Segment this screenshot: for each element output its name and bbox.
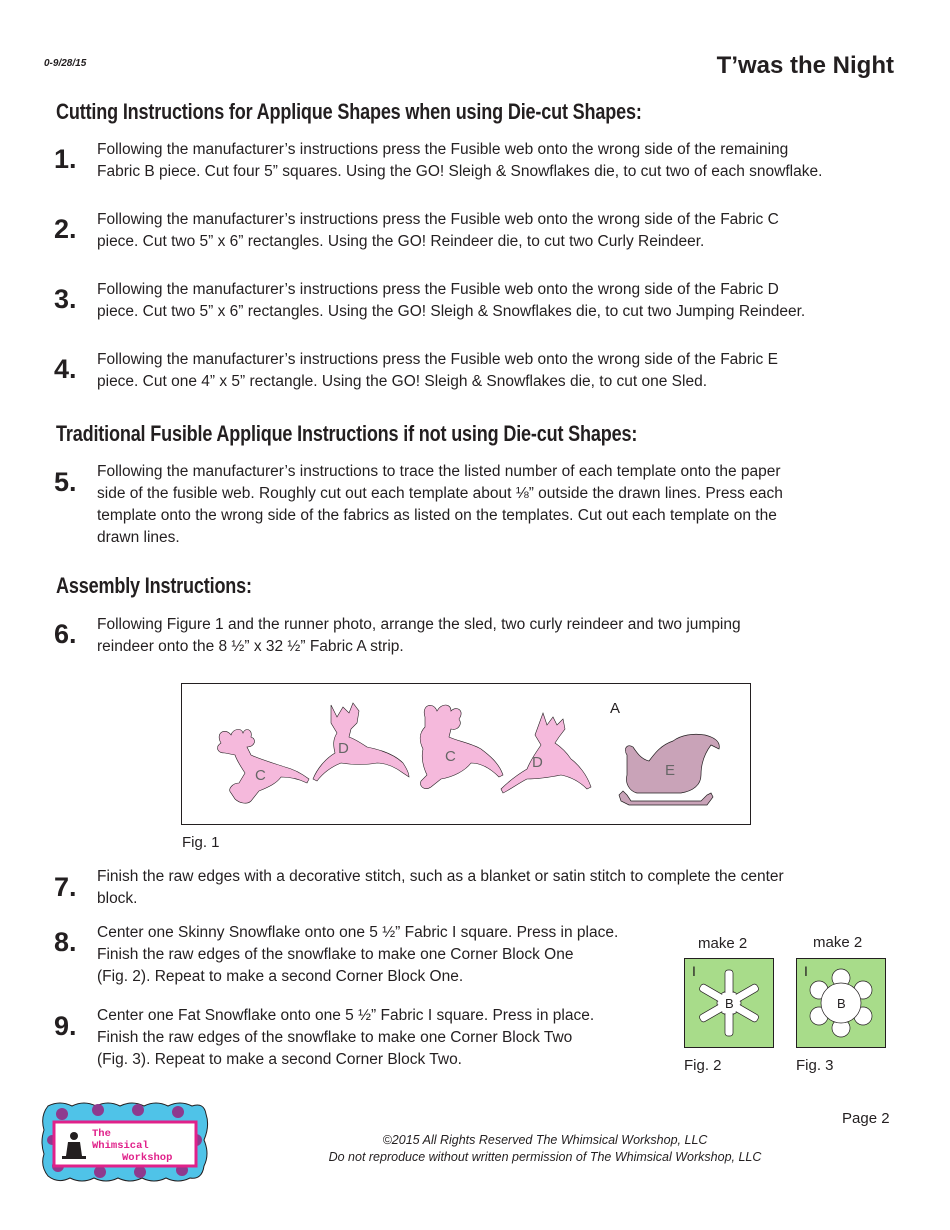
step-5-line-3: template onto the wrong side of the fabrics as listed on the templates. Cut out each template on the	[97, 507, 777, 524]
figure-3-corner-block-two	[796, 958, 888, 1050]
logo-text-line-2: Whimsical	[92, 1140, 149, 1152]
step-number-9: 9.	[54, 1011, 77, 1041]
step-5-line-1: Following the manufacturer’s instructions to trace the listed number of each template onto the paper	[97, 463, 781, 480]
step-7-text	[97, 866, 784, 910]
section-heading-cutting: Cutting Instructions for Applique Shapes when using Die-cut Shapes:	[56, 99, 642, 124]
step-2-line-2: piece. Cut two 5” x 6” rectangles. Using the GO! Reindeer die, to cut two Curly Reindeer.	[97, 233, 705, 250]
step-9-text	[97, 1005, 594, 1071]
step-number-3: 3.	[54, 284, 77, 314]
step-1-line-1: Following the manufacturer’s instructions press the Fusible web onto the wrong side of the remaining	[97, 141, 789, 158]
step-7-line-2: block.	[97, 890, 138, 907]
step-5-text	[97, 461, 783, 549]
step-5-line-2: side of the fusible web. Roughly cut out each template about ⅛” outside the drawn lines. Press each	[97, 485, 783, 502]
step-9-line-3: (Fig. 3). Repeat to make a second Corner Block Two.	[97, 1051, 462, 1068]
step-2-text	[97, 209, 779, 253]
section-heading-assembly: Assembly Instructions:	[56, 573, 252, 598]
step-6-line-2: reindeer onto the 8 ½” x 32 ½” Fabric A strip.	[97, 638, 404, 655]
step-4-line-2: piece. Cut one 4” x 5” rectangle. Using the GO! Sleigh & Snowflakes die, to cut one Sled.	[97, 373, 708, 390]
step-3-text	[97, 279, 805, 323]
step-8-line-2: Finish the raw edges of the snowflake to make one Corner Block One	[97, 946, 574, 963]
label-d-1: D	[338, 740, 349, 757]
step-4-text	[97, 349, 778, 393]
step-5-line-4: drawn lines.	[97, 529, 180, 546]
step-3-line-2: piece. Cut two 5” x 6” rectangles. Using the GO! Sleigh & Snowflakes die, to cut two Jumping Reindeer.	[97, 303, 806, 320]
figure-3-caption: Fig. 3	[796, 1057, 834, 1074]
figure-2-corner-block-one	[684, 958, 776, 1050]
step-number-8: 8.	[54, 927, 77, 957]
step-3-line-1: Following the manufacturer’s instructions press the Fusible web onto the wrong side of the Fabric D	[97, 281, 779, 298]
figure-3-make-label: make 2	[813, 934, 863, 951]
figure-2-make-label: make 2	[698, 935, 748, 952]
step-2-line-1: Following the manufacturer’s instructions press the Fusible web onto the wrong side of the Fabric C	[97, 211, 779, 228]
step-number-4: 4.	[54, 354, 77, 384]
step-6-text	[97, 614, 741, 658]
fig3-fabric-label: I	[804, 963, 808, 979]
step-8-line-3: (Fig. 2). Repeat to make a second Corner Block One.	[97, 968, 464, 985]
fig3-snowflake-label: B	[837, 996, 846, 1011]
step-number-2: 2.	[54, 214, 77, 244]
step-number-1: 1.	[54, 144, 77, 174]
step-4-line-1: Following the manufacturer’s instructions press the Fusible web onto the wrong side of the Fabric E	[97, 351, 778, 368]
strip-label-a: A	[610, 700, 621, 717]
step-7-line-1: Finish the raw edges with a decorative stitch, such as a blanket or satin stitch to complete the center	[97, 868, 784, 885]
label-e: E	[665, 762, 676, 779]
fig2-snowflake-label: B	[725, 996, 734, 1011]
logo-text-line-3: Workshop	[122, 1152, 173, 1164]
revision-date: 0-9/28/15	[44, 58, 87, 69]
step-9-line-2: Finish the raw edges of the snowflake to make one Corner Block Two	[97, 1029, 573, 1046]
section-heading-traditional: Traditional Fusible Applique Instructions if not using Die-cut Shapes:	[56, 421, 638, 446]
label-c-2: C	[445, 748, 456, 765]
copyright-notice	[0, 1132, 950, 1166]
step-number-5: 5.	[54, 467, 77, 497]
page-number: Page 2	[842, 1110, 890, 1127]
step-1-line-2: Fabric B piece. Cut four 5” squares. Using the GO! Sleigh & Snowflakes die, to cut two of each snowflake.	[97, 163, 823, 180]
figure-1-caption: Fig. 1	[182, 834, 220, 851]
logo-text-line-1: The	[92, 1128, 111, 1140]
step-8-line-1: Center one Skinny Snowflake onto one 5 ½” Fabric I square. Press in place.	[97, 924, 619, 941]
step-8-text	[97, 922, 618, 988]
fig2-fabric-label: I	[692, 963, 696, 979]
step-6-line-1: Following Figure 1 and the runner photo, arrange the sled, two curly reindeer and two jumping	[97, 616, 741, 633]
copyright-line-1: ©2015 All Rights Reserved The Whimsical Workshop, LLC	[382, 1133, 708, 1147]
step-number-6: 6.	[54, 619, 77, 649]
step-number-7: 7.	[54, 872, 77, 902]
step-9-line-1: Center one Fat Snowflake onto one 5 ½” Fabric I square. Press in place.	[97, 1007, 595, 1024]
step-1-text	[97, 139, 822, 183]
copyright-line-2: Do not reproduce without written permission of The Whimsical Workshop, LLC	[328, 1150, 762, 1164]
figure-2-caption: Fig. 2	[684, 1057, 722, 1074]
figure-1-runner-diagram	[181, 683, 753, 827]
label-d-2: D	[532, 754, 543, 771]
label-c-1: C	[255, 767, 266, 784]
page-title: T’was the Night	[716, 52, 894, 79]
